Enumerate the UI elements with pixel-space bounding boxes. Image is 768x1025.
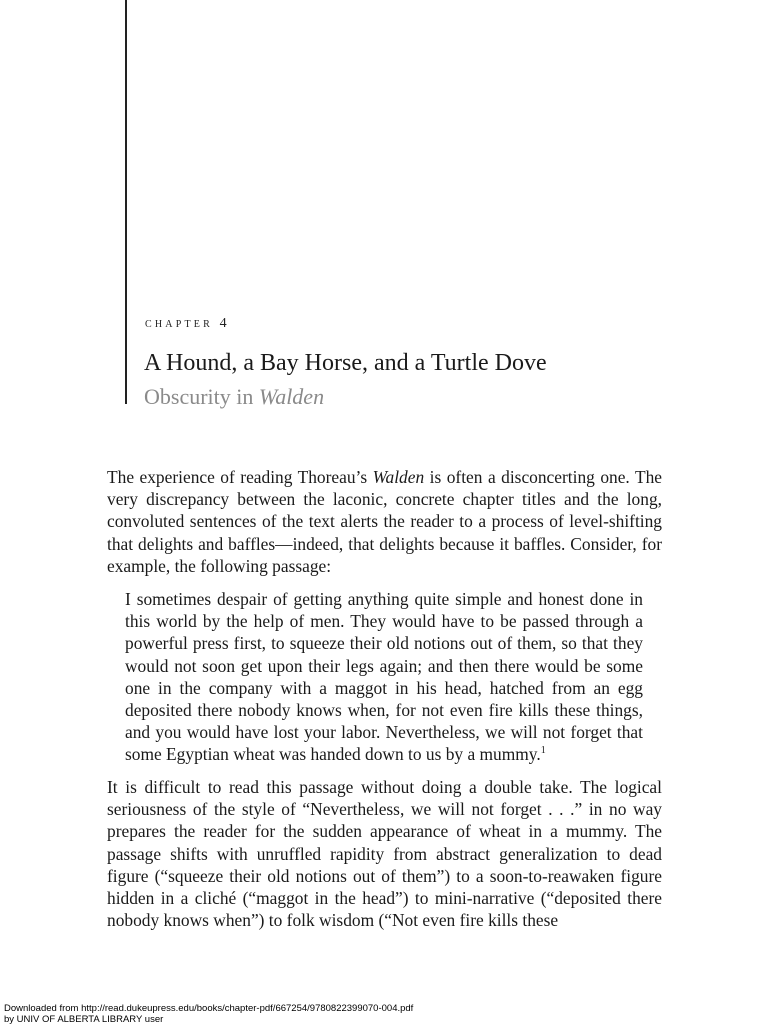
block-quote-text: I sometimes despair of getting anything quite simple and honest done in this world by the help of men. They would have to be passed through a powerful press first, to squeeze their old notions out of them, so that they would not soon get upon their legs again; and then there would be some one in the company with a maggot in his head, hatched from an egg deposited there nobody knows when, for not even fire kills these things, and you would have lost your labor. Nevertheless, we will not forget that some Egyptian wheat was handed down to us by a mummy. [125, 589, 643, 764]
chapter-subtitle [144, 384, 324, 410]
paragraph-1-text-a: The experience of reading Thoreau’s [107, 467, 373, 487]
chapter-title: A Hound, a Bay Horse, and a Turtle Dove [144, 350, 547, 377]
block-quote [125, 588, 643, 766]
chapter-label: chapter 4 [145, 316, 230, 332]
chapter-subtitle-italic: Walden [259, 384, 324, 409]
paragraph-1-italic-title: Walden [373, 467, 425, 487]
footer-line-2: by UNIV OF ALBERTA LIBRARY user [4, 1015, 413, 1025]
body-paragraph-1 [107, 466, 662, 577]
footnote-marker[interactable]: 1 [541, 746, 546, 757]
paragraph-1-text-b: is often a disconcerting one. The very discrepancy between the laconic, concrete chapter titles and the long, convoluted sentences of the text alerts the reader to a process of level-shifting that delights and baffles—indeed, that delights because it baffles. Consider, for example, the following passage: [107, 467, 662, 576]
chapter-subtitle-prefix: Obscurity in [144, 384, 259, 409]
chapter-vertical-rule [125, 0, 127, 404]
footer-line-1: Downloaded from http://read.dukeupress.edu/books/chapter-pdf/667254/9780822399070-004.pdf [4, 1004, 413, 1015]
body-paragraph-2: It is difficult to read this passage without doing a double take. The logical seriousness of the style of “Nevertheless, we will not forget . . .” in no way prepares the reader for the sudden appearance of wheat in a mummy. The passage shifts with unruffled rapidity from abstract generalization to dead figure (“squeeze their old notions out of them”) to a soon-to-reawaken figure hidden in a cliché (“maggot in the head”) to mini-narrative (“deposited there nobody knows when”) to folk wisdom (“Not even fire kills these [107, 776, 662, 931]
download-footer [4, 1004, 413, 1025]
